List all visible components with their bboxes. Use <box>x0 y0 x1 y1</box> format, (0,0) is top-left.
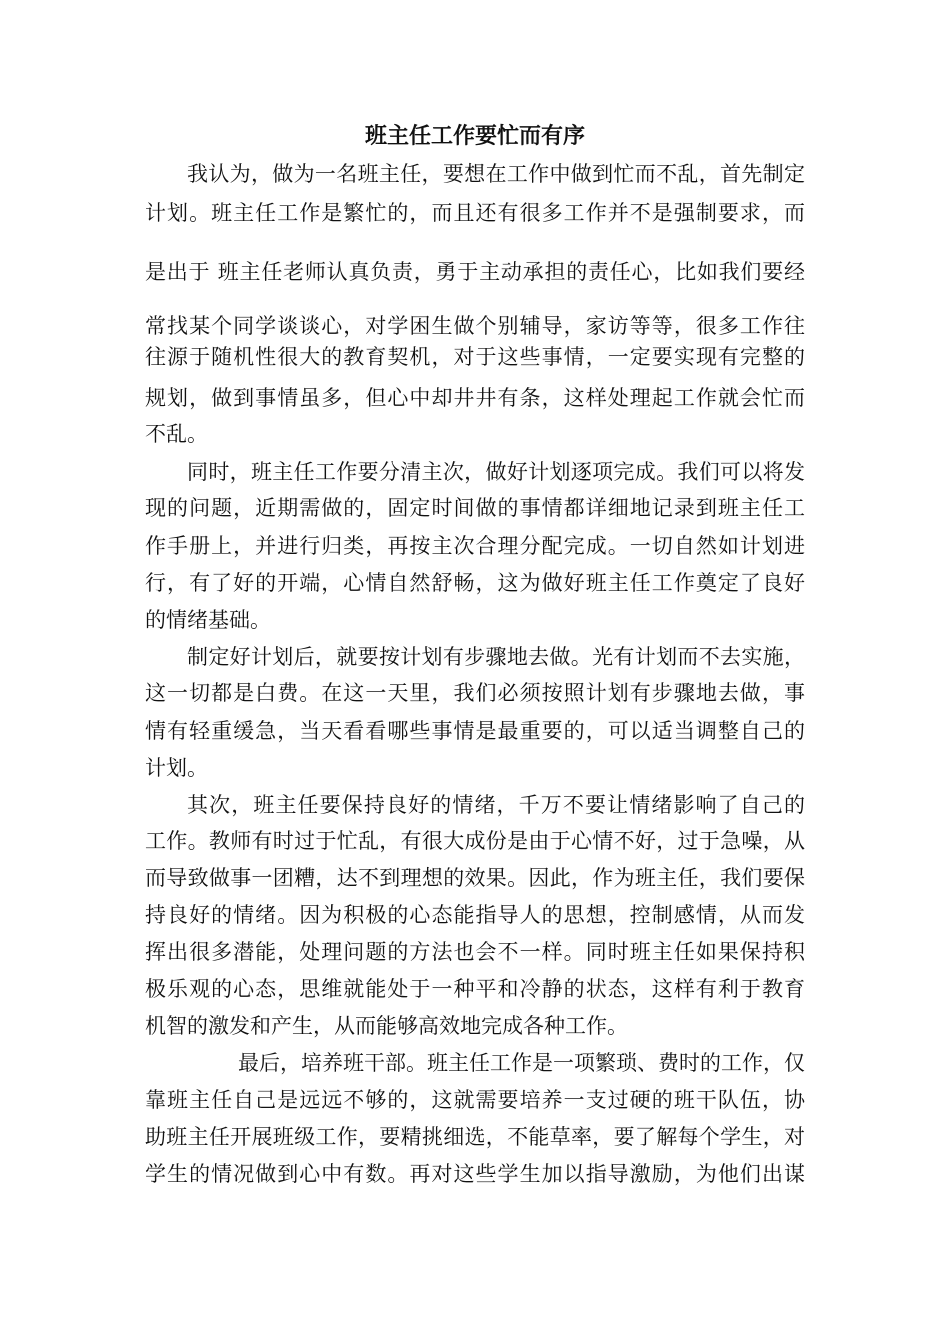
text-line: 作手册上，并进行归类，再按主次合理分配完成。一切自然如计划进 <box>145 534 805 558</box>
text-line: 同时，班主任工作要分清主次，做好计划逐项完成。我们可以将发 <box>187 460 805 484</box>
text-line: 最后，培养班干部。班主任工作是一项繁琐、费时的工作，仅 <box>238 1051 805 1075</box>
text-line: 机智的激发和产生，从而能够高效地完成各种工作。 <box>145 1014 628 1038</box>
text-line: 持良好的情绪。因为积极的心态能指导人的思想，控制感情，从而发 <box>145 903 805 927</box>
text-line: 现的问题，近期需做的，固定时间做的事情都详细地记录到班主任工 <box>145 496 805 520</box>
text-line: 常找某个同学谈谈心，对学困生做个别辅导，家访等等，很多工作往 <box>145 314 805 338</box>
text-line: 挥出很多潜能，处理问题的方法也会不一样。同时班主任如果保持积 <box>145 940 805 964</box>
text-line: 是出于 班主任老师认真负责，勇于主动承担的责任心，比如我们要经 <box>145 260 805 284</box>
text-line: 学生的情况做到心中有数。再对这些学生加以指导激励，为他们出谋 <box>145 1162 805 1186</box>
text-line: 往源于随机性很大的教育契机，对于这些事情，一定要实现有完整的 <box>145 345 805 369</box>
text-line: 计划。班主任工作是繁忙的，而且还有很多工作并不是强制要求，而 <box>145 201 805 225</box>
text-line: 计划。 <box>145 756 208 780</box>
text-line: 规划，做到事情虽多，但心中却井井有条，这样处理起工作就会忙而 <box>145 386 805 410</box>
document-title: 班主任工作要忙而有序 <box>364 123 585 149</box>
text-line: 极乐观的心态，思维就能处于一种平和冷静的状态，这样有利于教育 <box>145 977 805 1001</box>
text-line: 情有轻重缓急，当天看看哪些事情是最重要的，可以适当调整自己的 <box>145 719 805 743</box>
text-line: 这一切都是白费。在这一天里，我们必须按照计划有步骤地去做，事 <box>145 681 805 705</box>
text-line: 其次，班主任要保持良好的情绪，千万不要让情绪影响了自己的 <box>187 793 805 817</box>
text-line: 助班主任开展班级工作，要精挑细选，不能草率，要了解每个学生，对 <box>145 1125 805 1149</box>
text-line: 靠班主任自己是远远不够的，这就需要培养一支过硬的班干队伍，协 <box>145 1088 805 1112</box>
text-line: 的情绪基础。 <box>145 608 271 632</box>
text-line: 工作。教师有时过于忙乱，有很大成份是由于心情不好，过于急噪，从 <box>145 829 805 853</box>
text-line: 不乱。 <box>145 422 208 446</box>
text-line: 行，有了好的开端，心情自然舒畅，这为做好班主任工作奠定了良好 <box>145 571 805 595</box>
text-line: 制定好计划后，就要按计划有步骤地去做。光有计划而不去实施， <box>187 645 805 669</box>
text-line: 我认为，做为一名班主任，要想在工作中做到忙而不乱，首先制定 <box>187 162 805 186</box>
text-line: 而导致做事一团糟，达不到理想的效果。因此，作为班主任，我们要保 <box>145 866 805 890</box>
